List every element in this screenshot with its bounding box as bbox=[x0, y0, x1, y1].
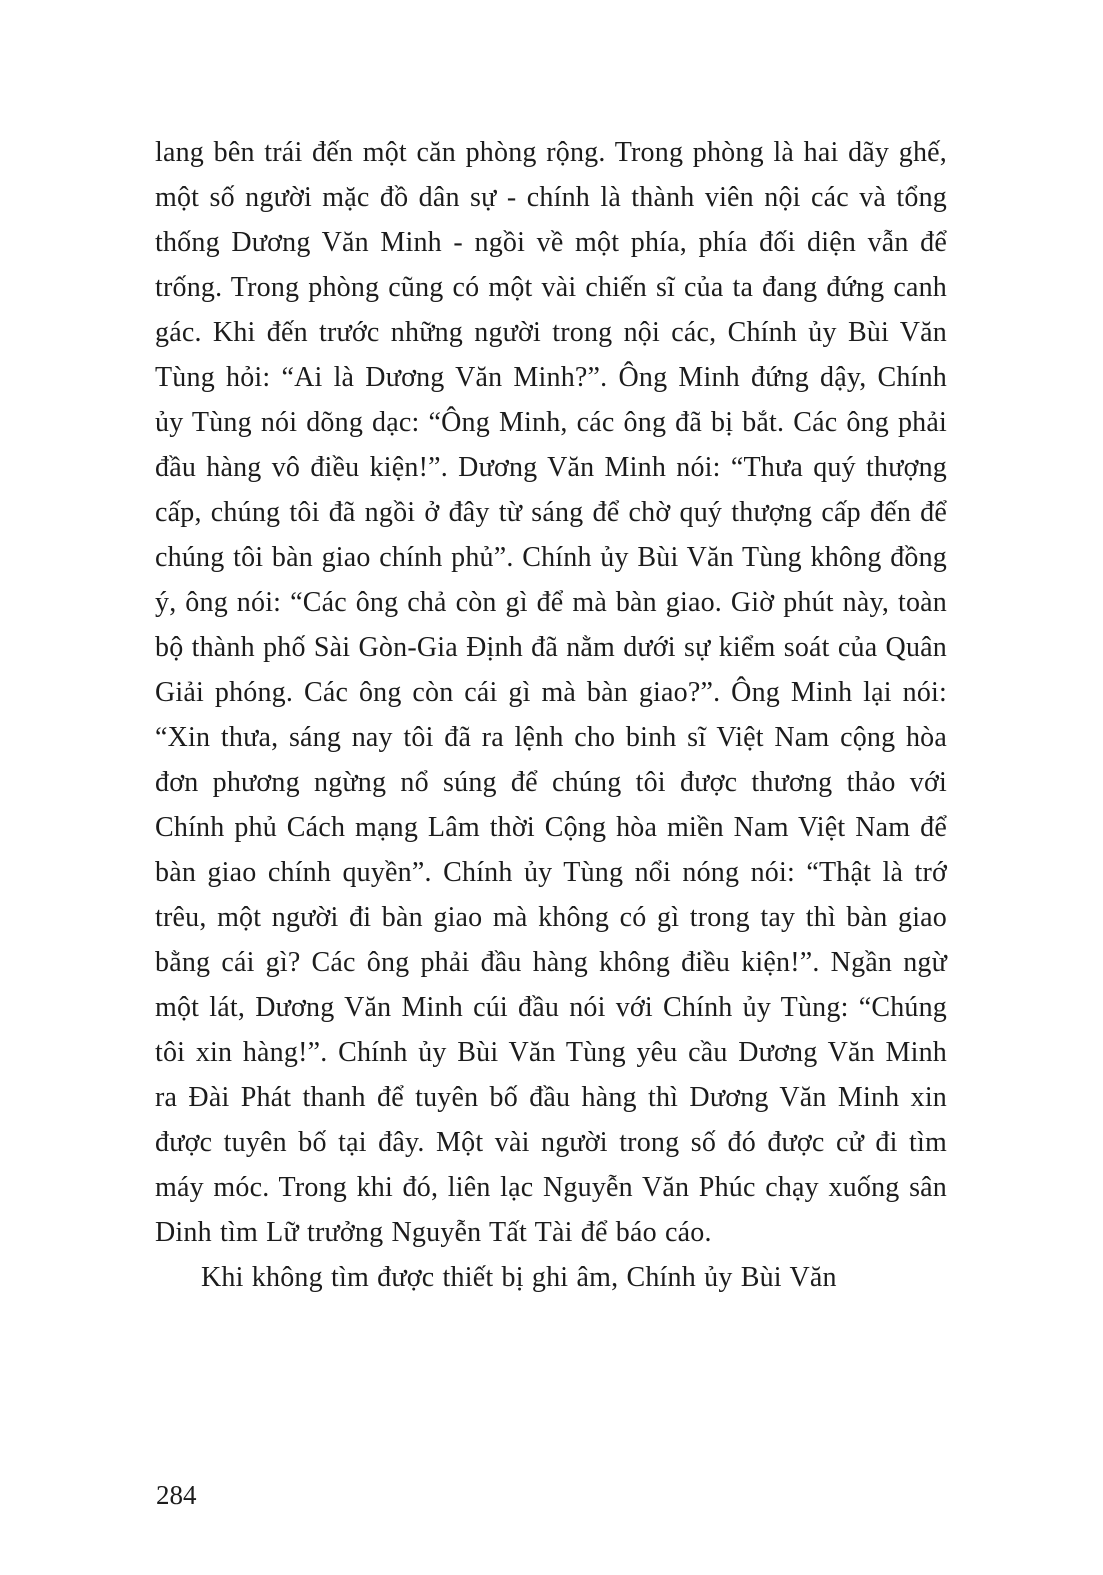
paragraph: lang bên trái đến một căn phòng rộng. Trong phòng là hai dãy ghế, một số người mặc đồ dân sự - chính là thành viên nội các và tổng thống Dương Văn Minh - ngồi về một phía, phía đối diện vẫn để trống. Trong phòng cũng có một vài chiến sĩ của ta đang đứng canh gác. Khi đến trước những người trong nội các, Chính ủy Bùi Văn Tùng hỏi: “Ai là Dương Văn Minh?”. Ông Minh đứng dậy, Chính ủy Tùng nói dõng dạc: “Ông Minh, các ông đã bị bắt. Các ông phải đầu hàng vô điều kiện!”. Dương Văn Minh nói: “Thưa quý thượng cấp, chúng tôi đã ngồi ở đây từ sáng để chờ quý thượng cấp đến để chúng tôi bàn giao chính phủ”. Chính ủy Bùi Văn Tùng không đồng ý, ông nói: “Các ông chả còn gì để mà bàn giao. Giờ phút này, toàn bộ thành phố Sài Gòn-Gia Định đã nằm dưới sự kiểm soát của Quân Giải phóng. Các ông còn cái gì mà bàn giao?”. Ông Minh lại nói: “Xin thưa, sáng nay tôi đã ra lệnh cho binh sĩ Việt Nam cộng hòa đơn phương ngừng nổ súng để chúng tôi được thương thảo với Chính phủ Cách mạng Lâm thời Cộng hòa miền Nam Việt Nam để bàn giao chính quyền”. Chính ủy Tùng nổi nóng nói: “Thật là trớ trêu, một người đi bàn giao mà không có gì trong tay thì bàn giao bằng cái gì? Các ông phải đầu hàng không điều kiện!”. Ngần ngừ một lát, Dương Văn Minh cúi đầu nói với Chính ủy Tùng: “Chúng tôi xin hàng!”. Chính ủy Bùi Văn Tùng yêu cầu Dương Văn Minh ra Đài Phát thanh để tuyên bố đầu hàng thì Dương Văn Minh xin được tuyên bố tại đây. Một vài người trong số đó được cử đi tìm máy móc. Trong khi đó, liên lạc Nguyễn Văn Phúc chạy xuống sân Dinh tìm Lữ trưởng Nguyễn Tất Tài để báo cáo. bbox=[155, 137, 947, 1248]
paragraph: Khi không tìm được thiết bị ghi âm, Chính ủy Bùi Văn bbox=[201, 1262, 837, 1293]
body-text bbox=[155, 130, 947, 1300]
page-number: 284 bbox=[156, 1480, 197, 1510]
